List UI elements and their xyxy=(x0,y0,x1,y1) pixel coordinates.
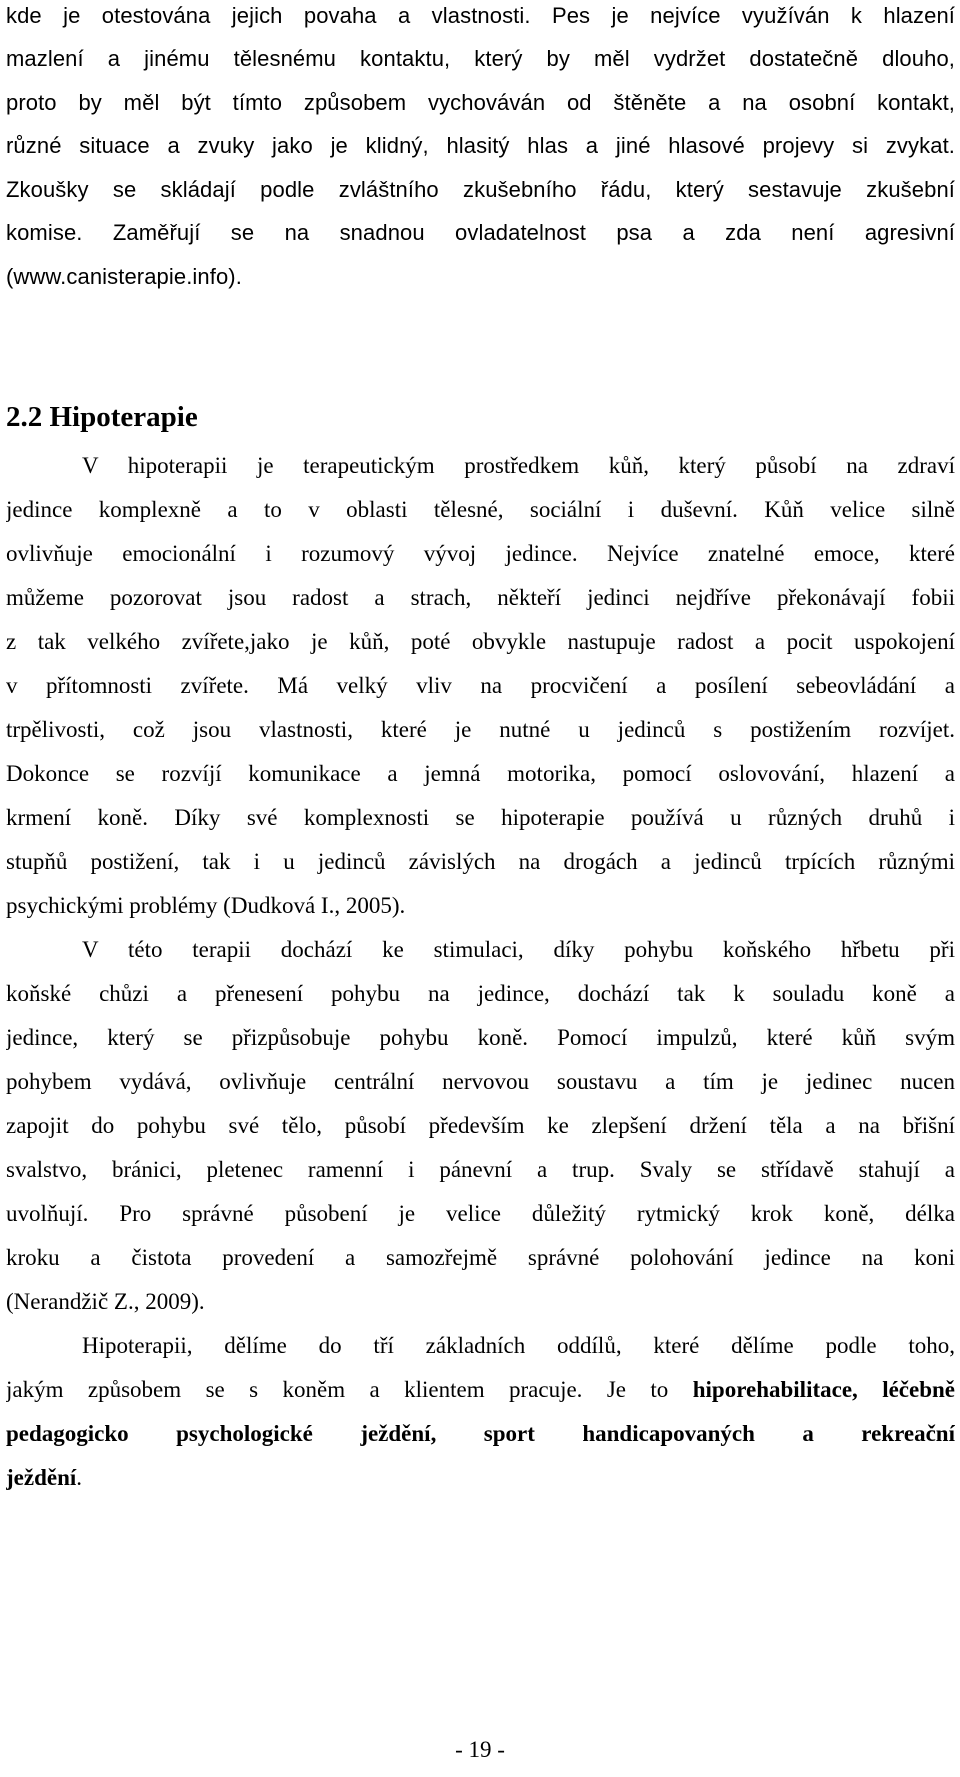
text-line: Zkoušky se skládají podle zvláštního zkušebního řádu, který sestavuje zkušební xyxy=(6,177,955,202)
text-line: kde je otestována jejich povaha a vlastnosti. Pes je nejvíce využíván k hlazení xyxy=(6,3,955,28)
text-line: ovlivňuje emocionální i rozumový vývoj jedince. Nejvíce znatelné emoce, které xyxy=(6,541,955,566)
text-line: jedince, který se přizpůsobuje pohybu koně. Pomocí impulzů, které kůň svým xyxy=(6,1025,955,1050)
text-line xyxy=(6,1370,955,1410)
text-line: zapojit do pohybu své tělo, působí především ke zlepšení držení těla a na břišní xyxy=(6,1113,955,1138)
text-line: mazlení a jinému tělesnému kontaktu, který by měl vydržet dostatečně dlouho, xyxy=(6,46,955,71)
text-line: můžeme pozorovat jsou radost a strach, někteří jedinci nejdříve překonávají fobii xyxy=(6,585,955,610)
text-line: (Nerandžič Z., 2009). xyxy=(6,1289,205,1314)
text-line: krmení koně. Díky své komplexnosti se hipoterapie používá u různých druhů i xyxy=(6,805,955,830)
text-line: jedince komplexně a to v oblasti tělesné, sociální i duševní. Kůň velice silně xyxy=(6,497,955,522)
bold-term: hiporehabilitace, léčebně xyxy=(692,1377,955,1402)
text-line: svalstvo, bránici, pletenec ramenní i pánevní a trup. Svaly se střídavě stahují a xyxy=(6,1157,955,1182)
page-number: - 19 - xyxy=(455,1737,505,1762)
text-line: koňské chůzi a přenesení pohybu na jedince, dochází tak k souladu koně a xyxy=(6,981,955,1006)
text-line xyxy=(6,1458,955,1498)
text-line: pohybem vydává, ovlivňuje centrální nervovou soustavu a tím je jedinec nucen xyxy=(6,1069,955,1094)
text-line-plain: . xyxy=(76,1465,83,1490)
text-line: stupňů postižení, tak i u jedinců závislých na drogách a jedinců trpících různými xyxy=(6,849,955,874)
text-line-plain: jakým způsobem se s koněm a klientem pracuje. Je to xyxy=(6,1377,669,1402)
bold-term: ježdění xyxy=(6,1465,77,1490)
text-line xyxy=(6,1414,955,1454)
text-line: Dokonce se rozvíjí komunikace a jemná motorika, pomocí oslovování, hlazení a xyxy=(6,761,955,786)
text-line: různé situace a zvuky jako je klidný, hlasitý hlas a jiné hlasové projevy si zvykat. xyxy=(6,133,955,158)
text-line: Hipoterapii, dělíme do tří základních oddílů, které dělíme podle toho, xyxy=(82,1333,955,1358)
text-line: V této terapii dochází ke stimulaci, díky pohybu koňského hřbetu při xyxy=(82,937,955,962)
text-line: uvolňují. Pro správné působení je velice důležitý rytmický krok koně, délka xyxy=(6,1201,955,1226)
text-line: psychickými problémy (Dudková I., 2005). xyxy=(6,893,406,918)
text-line: kroku a čistota provedení a samozřejmě správné polohování jedince na koni xyxy=(6,1245,955,1270)
section-heading: 2.2 Hipoterapie xyxy=(6,401,198,433)
text-line: (www.canisterapie.info). xyxy=(6,264,242,289)
text-line: proto by měl být tímto způsobem vychováván od štěněte a na osobní kontakt, xyxy=(6,90,955,115)
text-line: komise. Zaměřují se na snadnou ovladatelnost psa a zda není agresivní xyxy=(6,220,955,245)
text-line: v přítomnosti zvířete. Má velký vliv na procvičení a posílení sebeovládání a xyxy=(6,673,955,698)
text-line: trpělivosti, což jsou vlastnosti, které je nutné u jedinců s postižením rozvíjet. xyxy=(6,717,955,742)
bold-term: pedagogicko psychologické ježdění, sport handicapovaných a rekreační xyxy=(6,1421,955,1446)
text-line: z tak velkého zvířete,jako je kůň, poté obvykle nastupuje radost a pocit uspokojení xyxy=(6,629,955,654)
text-line: V hipoterapii je terapeutickým prostředkem kůň, který působí na zdraví xyxy=(82,453,955,478)
